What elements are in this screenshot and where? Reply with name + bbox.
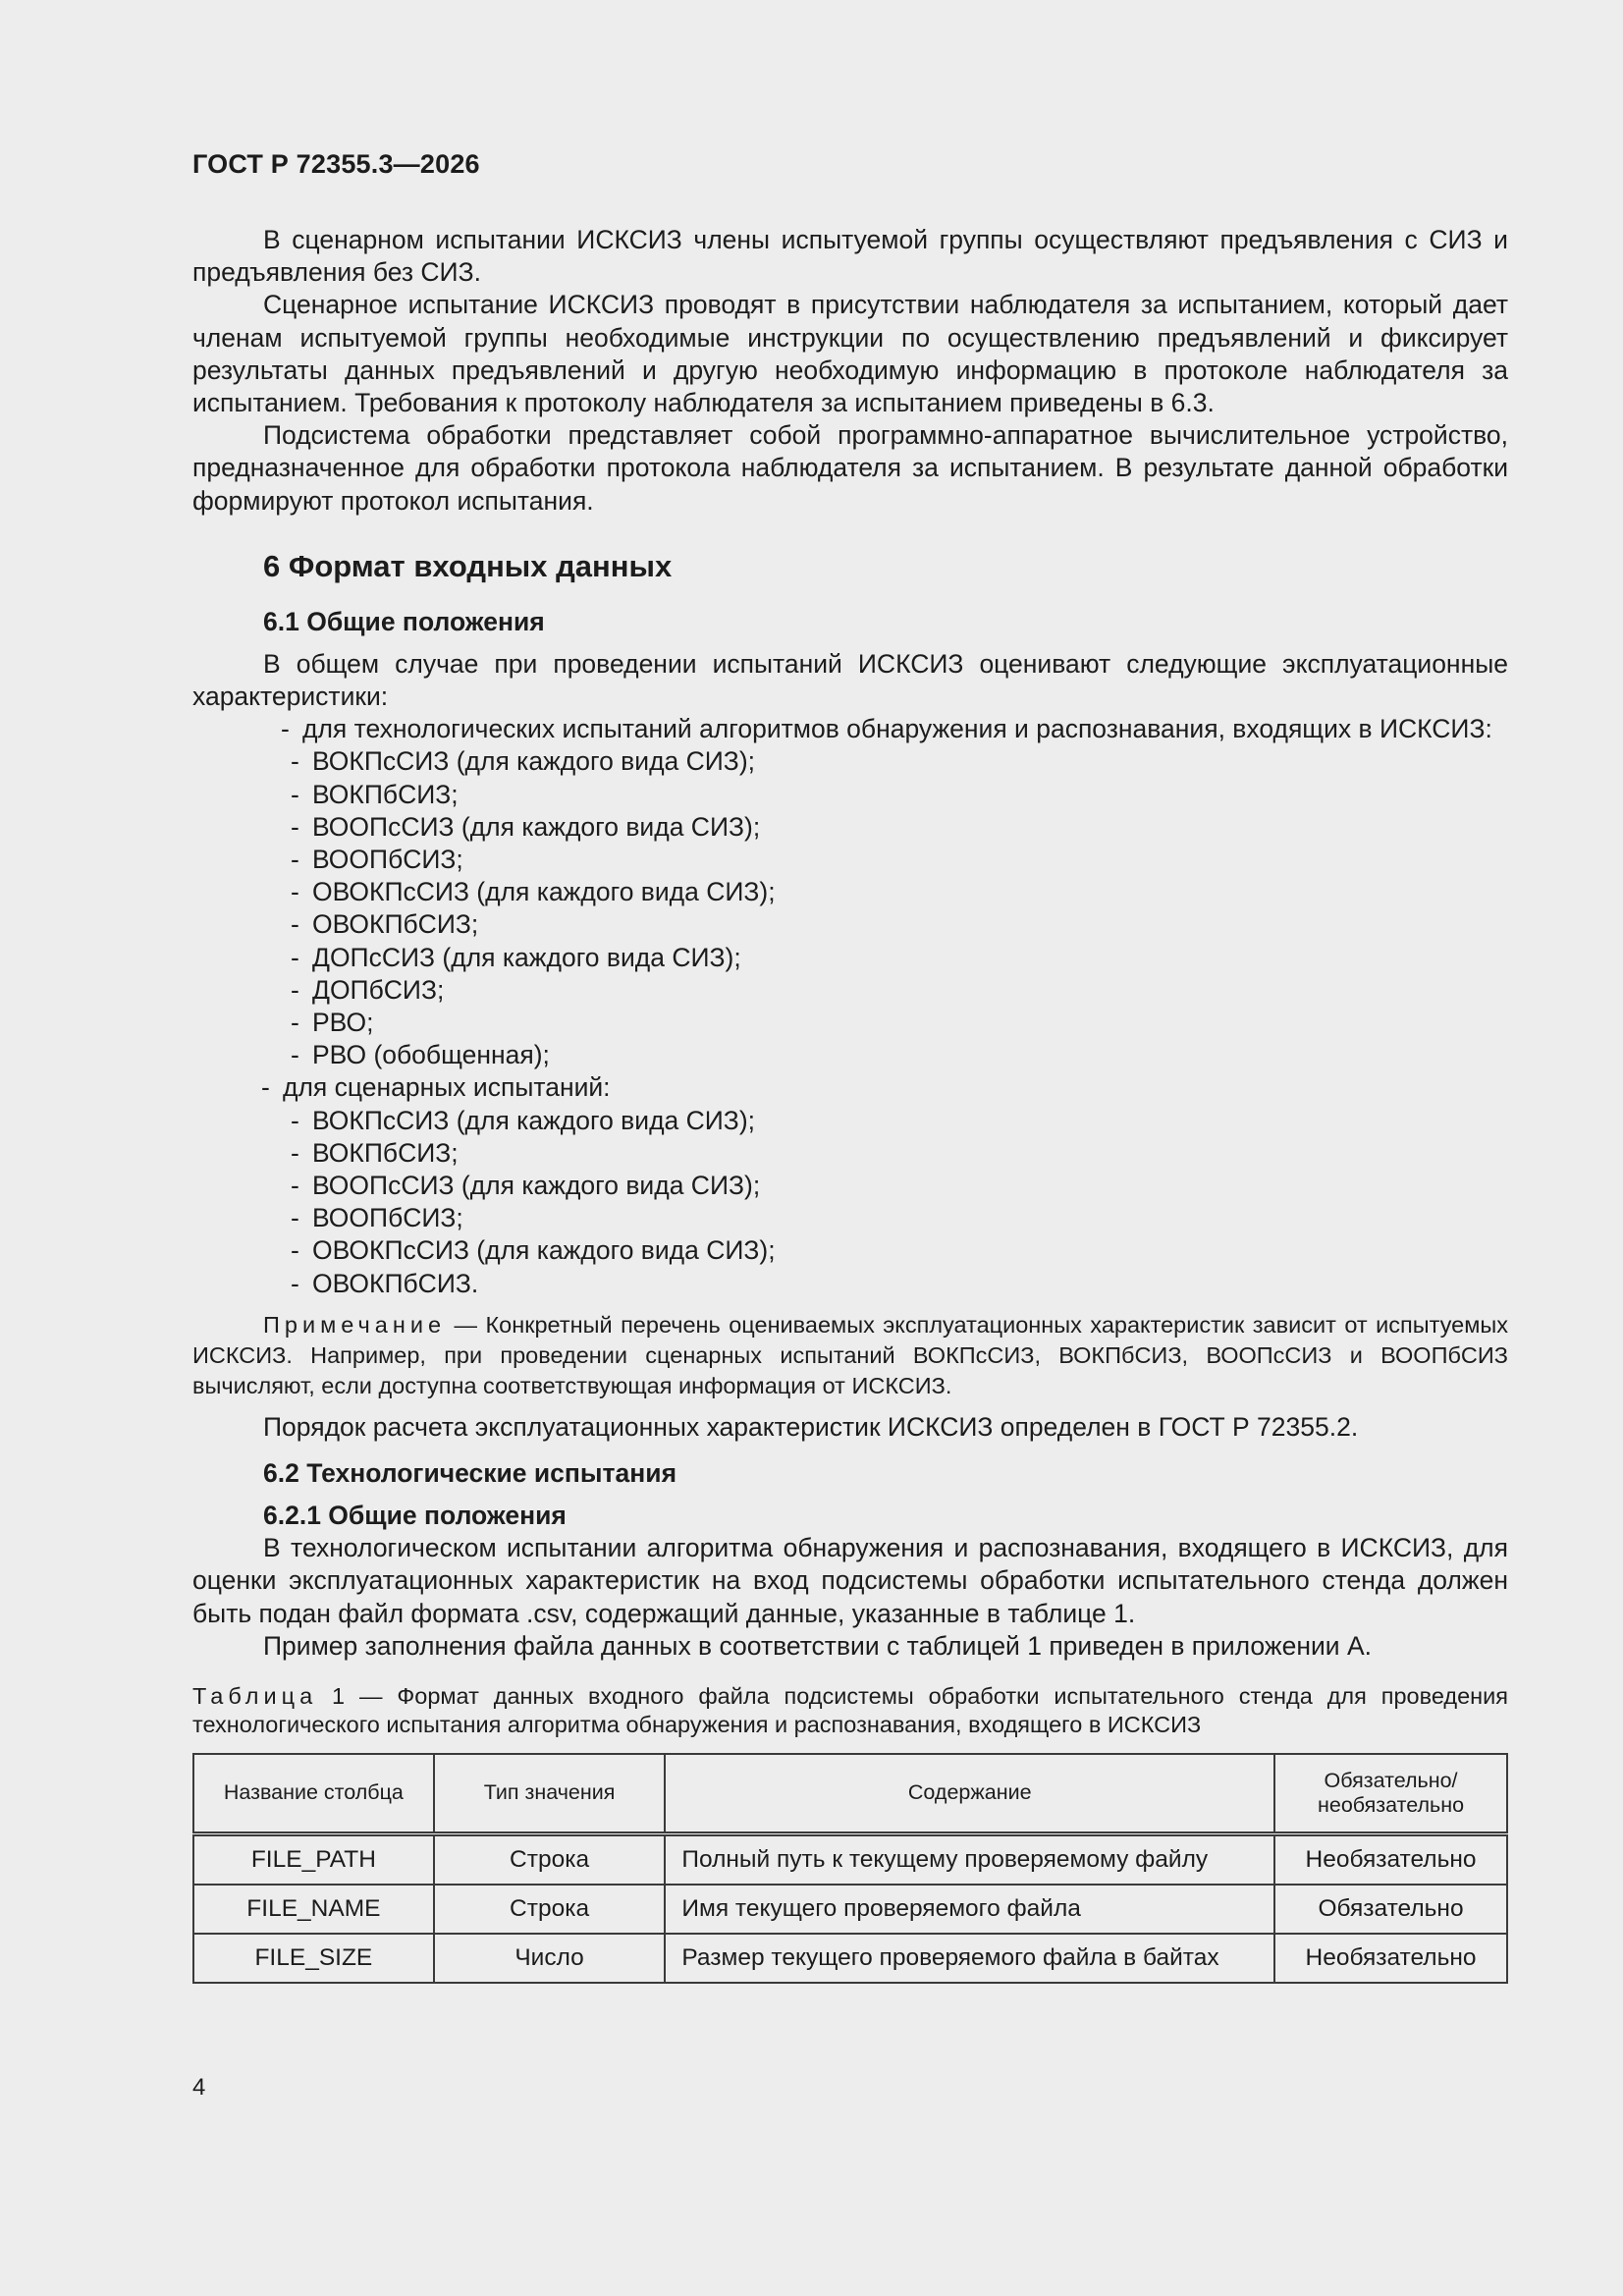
list-item: - РВО (обобщенная); [291,1040,550,1070]
table-caption-text: 1 — Формат данных входного файла подсистемы обработки испытательного стенда для проведения технологического испытания алгоритма обнаружения и распознавания, входящего в ИСКСИЗ [192,1682,1508,1737]
column-header: Содержание [665,1754,1274,1834]
list-item: - ДОПсСИЗ (для каждого вида СИЗ); [291,942,741,972]
paragraph: Порядок расчета эксплуатационных характеристик ИСКСИЗ определен в ГОСТ Р 72355.2. [263,1411,1359,1442]
list-item: - ОВОКПбСИЗ; [291,909,479,940]
table-cell: Обязательно [1274,1885,1507,1934]
subsection-heading: 6.1 Общие положения [263,606,545,636]
table-cell: Размер текущего проверяемого файла в байтах [665,1934,1274,1983]
dash-marker: - [281,714,290,744]
list-item: - ВОКПсСИЗ (для каждого вида СИЗ); [291,746,756,777]
paragraph: Подсистема обработки представляет собой программно-аппаратное вычислительное устройство, предназначенное для обработки протокола наблюдателя за испытанием. В результате данной обработки формируют протокол испытания. [192,420,1508,516]
table-cell: Число [434,1934,666,1983]
table-row [193,1885,1507,1934]
paragraph: Пример заполнения файла данных в соответствии с таблицей 1 приведен в приложении А. [263,1630,1372,1661]
list-item: - ВООПбСИЗ; [291,845,463,875]
document-body [192,224,1508,1984]
table-header-row [193,1754,1507,1834]
technological-characteristics-list [192,745,1508,1071]
list-intro-text: для технологических испытаний алгоритмов обнаружения и распознавания, входящих в ИСКСИЗ: [302,714,1492,744]
list-item: - ДОПбСИЗ; [291,974,445,1005]
table-cell: Полный путь к текущему проверяемому файлу [665,1833,1274,1885]
data-format-table [192,1753,1508,1984]
list-intro-technological [192,713,1508,745]
list-intro-text: для сценарных испытаний: [283,1072,611,1103]
scenario-characteristics-list [192,1105,1508,1300]
table-caption-label: Таблица [192,1682,318,1709]
table-cell: Строка [434,1833,666,1885]
dash-marker: - [261,1072,270,1103]
note-label: Примечание [263,1311,447,1338]
list-item: - ОВОКПсСИЗ (для каждого вида СИЗ); [291,877,776,907]
table-row [193,1833,1507,1885]
paragraph: В технологическом испытании алгоритма обнаружения и распознавания, входящего в ИСКСИЗ, для оценки эксплуатационных характеристик на вход подсистемы обработки испытательного стенда должен быть подан файл формата .csv, содержащий данные, указанные в таблице 1. [192,1533,1508,1628]
document-header: ГОСТ Р 72355.3—2026 [192,149,480,179]
table-cell: FILE_PATH [193,1833,434,1885]
paragraph: В общем случае при проведении испытаний ИСКСИЗ оценивают следующие эксплуатационные характеристики: [192,648,1508,712]
table-cell: Необязательно [1274,1934,1507,1983]
list-item: - ВОКПсСИЗ (для каждого вида СИЗ); [291,1105,756,1135]
table-cell: Имя текущего проверяемого файла [665,1885,1274,1934]
list-item: - ВОКПбСИЗ; [291,1137,459,1168]
list-item: - ВООПбСИЗ; [291,1203,463,1233]
list-item: - ВООПсСИЗ (для каждого вида СИЗ); [291,811,761,842]
table-row [193,1934,1507,1983]
list-intro-scenario [192,1071,1508,1104]
table-caption [192,1682,1508,1739]
table-cell: Необязательно [1274,1833,1507,1885]
list-item: - ВОКПбСИЗ; [291,779,459,809]
paragraph: В сценарном испытании ИСКСИЗ члены испытуемой группы осуществляют предъявления с СИЗ и предъявления без СИЗ. [192,225,1508,288]
column-header: Обязательно/ необязательно [1274,1754,1507,1834]
note [192,1310,1508,1401]
column-header: Название столбца [193,1754,434,1834]
list-item: - РВО; [291,1008,374,1038]
page-number: 4 [192,2074,206,2101]
list-item: - ВООПсСИЗ (для каждого вида СИЗ); [291,1171,761,1201]
table-cell: FILE_SIZE [193,1934,434,1983]
table-cell: FILE_NAME [193,1885,434,1934]
column-header: Тип значения [434,1754,666,1834]
table-cell: Строка [434,1885,666,1934]
list-item: - ОВОКПсСИЗ (для каждого вида СИЗ); [291,1235,776,1266]
subsection-heading: 6.2 Технологические испытания [263,1458,677,1489]
list-item: - ОВОКПбСИЗ. [291,1268,479,1298]
paragraph: Сценарное испытание ИСКСИЗ проводят в присутствии наблюдателя за испытанием, который дает членам испытуемой группы необходимые инструкции по осуществлению предъявлений и фиксирует результаты данных предъявлений и другую необходимую информацию в протоколе наблюдателя за испытанием. Требования к протоколу наблюдателя за испытанием приведены в 6.3. [192,290,1508,418]
subsubsection-heading: 6.2.1 Общие положения [263,1501,567,1531]
section-heading: 6 Формат входных данных [263,548,673,583]
note-text: — Конкретный перечень оцениваемых эксплуатационных характеристик зависит от испытуемых ИСКСИЗ. Например, при проведении сценарных испытаний ВОКПсСИЗ, ВОКПбСИЗ, ВООПсСИЗ и ВООПбСИЗ вычисляют, если доступна соответствующая информация от ИСКСИЗ. [192,1311,1508,1398]
